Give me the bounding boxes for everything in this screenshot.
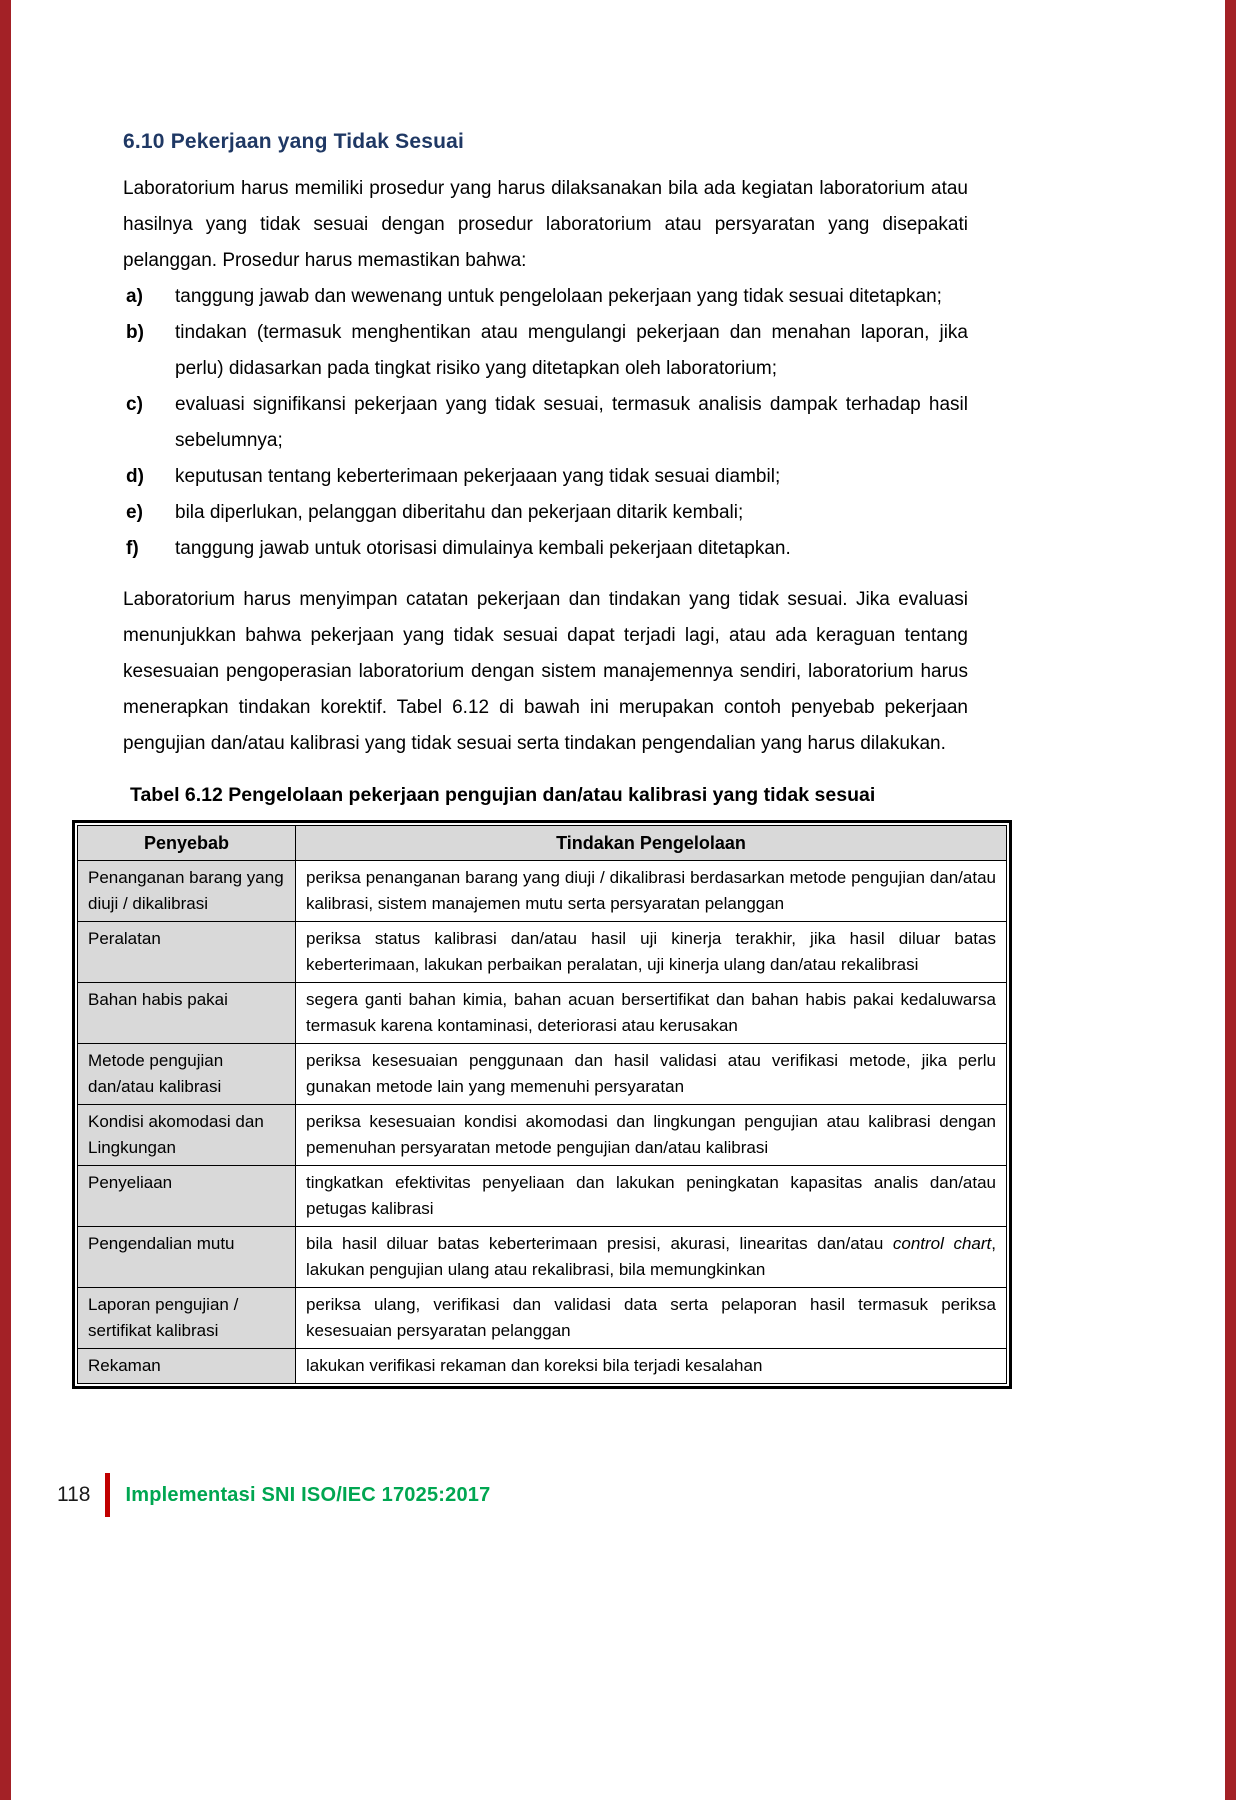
action-cell bbox=[296, 1349, 1007, 1384]
table-header-row bbox=[78, 826, 1007, 861]
table-6-12 bbox=[77, 825, 1007, 1384]
table-row bbox=[78, 983, 1007, 1044]
page-content bbox=[88, 130, 996, 1389]
list-item-b bbox=[123, 315, 968, 387]
list-item-label: a) bbox=[126, 286, 143, 307]
action-text: tingkatkan efektivitas penyeliaan dan lakukan peningkatan kapasitas analis dan/atau petugas kalibrasi bbox=[306, 1173, 996, 1218]
list-item-label: f) bbox=[126, 538, 139, 559]
action-text: , lakukan pengujian ulang atau rekalibrasi, bila memungkinkan bbox=[306, 1234, 996, 1279]
action-text: bila hasil diluar batas keberterimaan presisi, akurasi, linearitas dan/atau bbox=[306, 1234, 893, 1253]
list-item-f bbox=[123, 531, 968, 567]
list-item-text: evaluasi signifikansi pekerjaan yang tidak sesuai, termasuk analisis dampak terhadap hasil sebelumnya; bbox=[175, 394, 968, 451]
right-edge-bar bbox=[1225, 0, 1236, 1800]
action-text: periksa kesesuaian penggunaan dan hasil validasi atau verifikasi metode, jika perlu gunakan metode lain yang memenuhi persyaratan bbox=[306, 1051, 996, 1096]
action-text: periksa penanganan barang yang diuji / dikalibrasi berdasarkan metode pengujian dan/atau kalibrasi, sistem manajemen mutu serta persyaratan pelanggan bbox=[306, 868, 996, 913]
book-title: Implementasi SNI ISO/IEC 17025:2017 bbox=[125, 1483, 491, 1506]
cause-cell: Peralatan bbox=[78, 922, 296, 983]
list-item-e bbox=[123, 495, 968, 531]
cause-cell: Penanganan barang yang diuji / dikalibrasi bbox=[78, 861, 296, 922]
section-heading: 6.10 Pekerjaan yang Tidak Sesuai bbox=[123, 130, 465, 153]
list-item-text: tanggung jawab dan wewenang untuk pengelolaan pekerjaan yang tidak sesuai ditetapkan; bbox=[175, 286, 942, 307]
action-cell bbox=[296, 983, 1007, 1044]
nonconforming-work-table bbox=[72, 820, 1012, 1389]
list-item-label: e) bbox=[126, 502, 143, 523]
table-row bbox=[78, 1349, 1007, 1384]
action-cell bbox=[296, 1166, 1007, 1227]
followup-paragraph: Laboratorium harus menyimpan catatan pekerjaan dan tindakan yang tidak sesuai. Jika evaluasi menunjukkan bahwa pekerjaan yang tidak sesuai dapat terjadi lagi, atau ada keraguan tentang kesesuaian pengoperasian laboratorium dengan sistem manajemennya sendiri, laboratorium harus menerapkan tindakan korektif. Tabel 6.12 di bawah ini merupakan contoh penyebab pekerjaan pengujian dan/atau kalibrasi yang tidak sesuai serta tindakan pengendalian yang harus dilakukan. bbox=[123, 589, 968, 754]
action-cell bbox=[296, 1044, 1007, 1105]
list-item-label: d) bbox=[126, 466, 144, 487]
action-text: periksa ulang, verifikasi dan validasi data serta pelaporan hasil termasuk periksa kesesuaian persyaratan pelanggan bbox=[306, 1295, 996, 1340]
action-text: lakukan verifikasi rekaman dan koreksi bila terjadi kesalahan bbox=[306, 1356, 763, 1375]
table-row bbox=[78, 922, 1007, 983]
list-item-text: tanggung jawab untuk otorisasi dimulainya kembali pekerjaan ditetapkan. bbox=[175, 538, 791, 559]
list-item-a bbox=[123, 279, 968, 315]
cause-cell: Kondisi akomodasi dan Lingkungan bbox=[78, 1105, 296, 1166]
table-header-penyebab: Penyebab bbox=[78, 826, 296, 861]
list-item-text: bila diperlukan, pelanggan diberitahu dan pekerjaan ditarik kembali; bbox=[175, 502, 744, 523]
action-cell bbox=[296, 922, 1007, 983]
cause-cell: Bahan habis pakai bbox=[78, 983, 296, 1044]
list-item-d bbox=[123, 459, 968, 495]
table-row bbox=[78, 1227, 1007, 1288]
cause-cell: Penyeliaan bbox=[78, 1166, 296, 1227]
action-cell bbox=[296, 1227, 1007, 1288]
table-row bbox=[78, 1166, 1007, 1227]
cause-cell: Metode pengujian dan/atau kalibrasi bbox=[78, 1044, 296, 1105]
action-text: segera ganti bahan kimia, bahan acuan bersertifikat dan bahan habis pakai kedaluwarsa termasuk karena kontaminasi, deteriorasi atau kerusakan bbox=[306, 990, 996, 1035]
action-cell bbox=[296, 861, 1007, 922]
table-row bbox=[78, 861, 1007, 922]
list-item-label: c) bbox=[126, 394, 143, 415]
action-cell bbox=[296, 1288, 1007, 1349]
cause-cell: Laporan pengujian / sertifikat kalibrasi bbox=[78, 1288, 296, 1349]
requirements-list bbox=[123, 279, 968, 567]
page-number: 118 bbox=[57, 1483, 91, 1506]
action-text-italic: control chart bbox=[892, 1234, 992, 1253]
list-item-text: tindakan (termasuk menghentikan atau mengulangi pekerjaan dan menahan laporan, jika perlu) didasarkan pada tingkat risiko yang ditetapkan oleh laboratorium; bbox=[175, 322, 968, 379]
intro-paragraph: Laboratorium harus memiliki prosedur yang harus dilaksanakan bila ada kegiatan laboratorium atau hasilnya yang tidak sesuai dengan prosedur laboratorium atau persyaratan yang disepakati pelanggan. Prosedur harus memastikan bahwa: bbox=[123, 178, 968, 271]
table-title: Tabel 6.12 Pengelolaan pekerjaan pengujian dan/atau kalibrasi yang tidak sesuai bbox=[130, 784, 876, 806]
list-item-label: b) bbox=[126, 322, 144, 343]
action-text: periksa kesesuaian kondisi akomodasi dan lingkungan pengujian atau kalibrasi dengan pemenuhan persyaratan metode pengujian dan/atau kalibrasi bbox=[306, 1112, 996, 1157]
cause-cell: Rekaman bbox=[78, 1349, 296, 1384]
table-row bbox=[78, 1044, 1007, 1105]
left-edge-bar bbox=[0, 0, 11, 1800]
cause-cell: Pengendalian mutu bbox=[78, 1227, 296, 1288]
table-row bbox=[78, 1105, 1007, 1166]
page-footer bbox=[57, 1473, 490, 1517]
action-cell bbox=[296, 1105, 1007, 1166]
footer-divider-bar bbox=[105, 1473, 110, 1517]
table-header-tindakan: Tindakan Pengelolaan bbox=[296, 826, 1007, 861]
action-text: periksa status kalibrasi dan/atau hasil uji kinerja terakhir, jika hasil diluar batas keberterimaan, lakukan perbaikan peralatan, uji kinerja ulang dan/atau rekalibrasi bbox=[306, 929, 996, 974]
list-item-c bbox=[123, 387, 968, 459]
list-item-text: keputusan tentang keberterimaan pekerjaaan yang tidak sesuai diambil; bbox=[175, 466, 781, 487]
table-row bbox=[78, 1288, 1007, 1349]
